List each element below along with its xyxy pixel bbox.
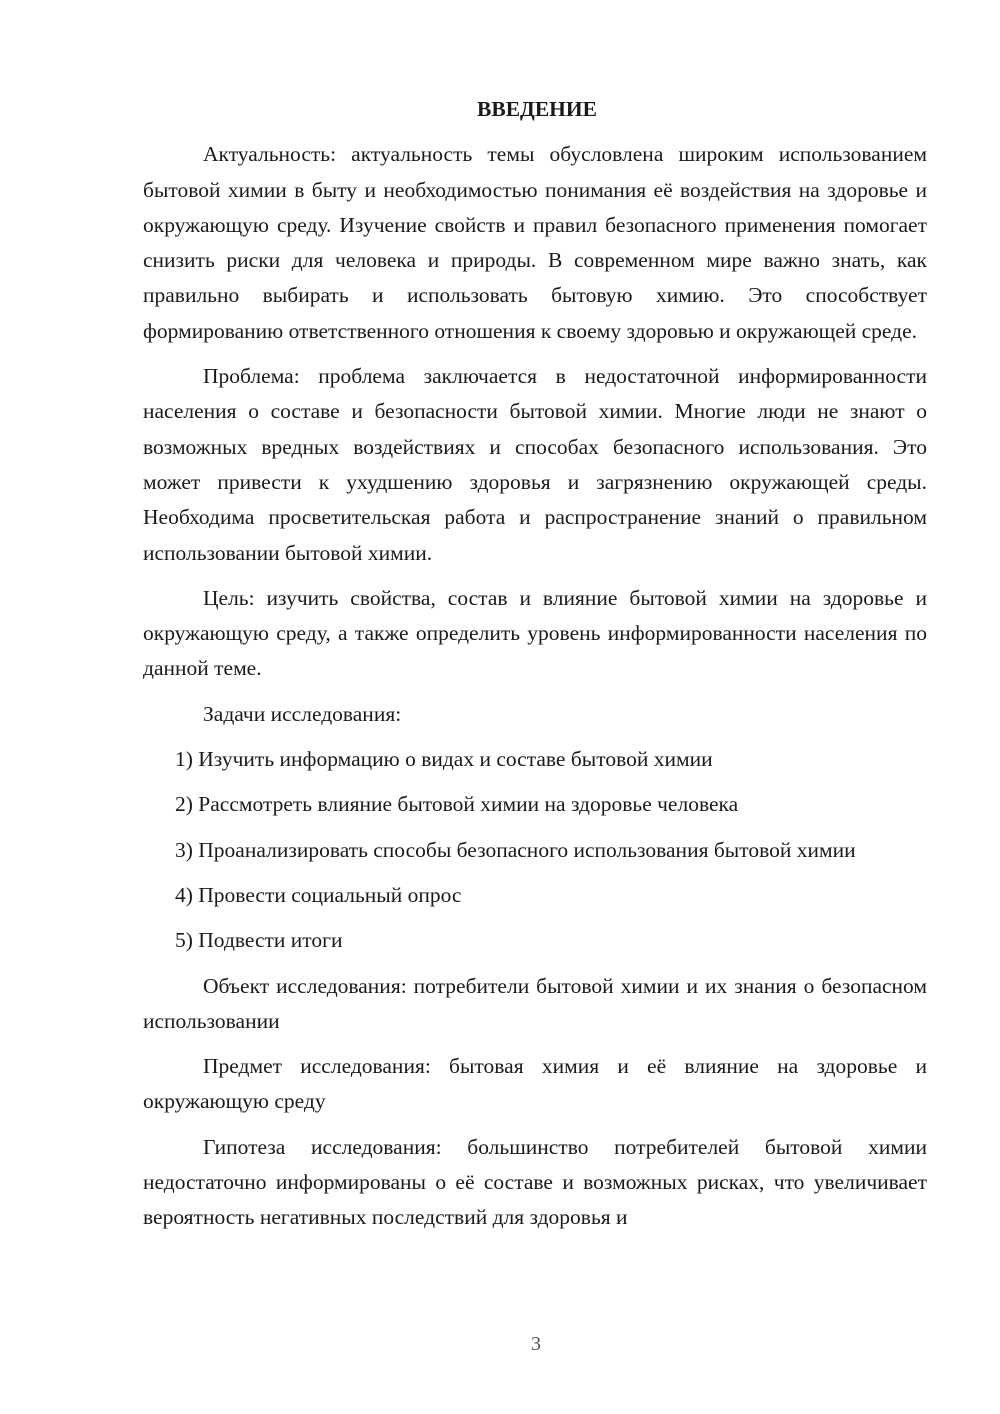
task-item: 3) Проанализировать способы безопасного использования бытовой химии (175, 837, 856, 862)
subject-paragraph: Предмет исследования: бытовая химия и её влияние на здоровье и окружающую среду (143, 1054, 927, 1114)
tasks-heading: Задачи исследования: (203, 701, 402, 726)
hypothesis-paragraph: Гипотеза исследования: большинство потребителей бытовой химии недостаточно информированы о её составе и возможных рисках, что увеличивает вероятность негативных последствий для здоровья и (143, 1134, 927, 1230)
page-title: ВВЕДЕНИЕ (477, 97, 597, 121)
task-item: 4) Провести социальный опрос (175, 882, 462, 907)
relevance-paragraph: Актуальность: актуальность темы обусловлена широким использованием бытовой химии в быту и необходимостью понимания её воздействия на здоровье и окружающую среду. Изучение свойств и правил безопасного применения помогает снизить риски для человека и природы. В современном мире важно знать, как правильно выбирать и использовать бытовую химию. Это способствует формированию ответственного отношения к своему здоровью и окружающей среде. (143, 142, 927, 343)
object-paragraph: Объект исследования: потребители бытовой химии и их знания о безопасном использовании (143, 973, 927, 1033)
task-item: 5) Подвести итоги (175, 928, 343, 953)
goal-paragraph: Цель: изучить свойства, состав и влияние бытовой химии на здоровье и окружающую среду, а также определить уровень информированности населения по данной теме. (143, 585, 927, 681)
problem-paragraph: Проблема: проблема заключается в недостаточной информированности населения о составе и безопасности бытовой химии. Многие люди не знают о возможных вредных воздействиях и способах безопасного использования. Это может привести к ухудшению здоровья и загрязнению окружающей среды. Необходима просветительская работа и распространение знаний о правильном использовании бытовой химии. (143, 364, 927, 565)
page-number: 3 (531, 1333, 541, 1355)
task-item: 1) Изучить информацию о видах и составе бытовой химии (175, 747, 713, 772)
task-item: 2) Рассмотреть влияние бытовой химии на здоровье человека (175, 792, 739, 817)
document-page (143, 92, 927, 1236)
